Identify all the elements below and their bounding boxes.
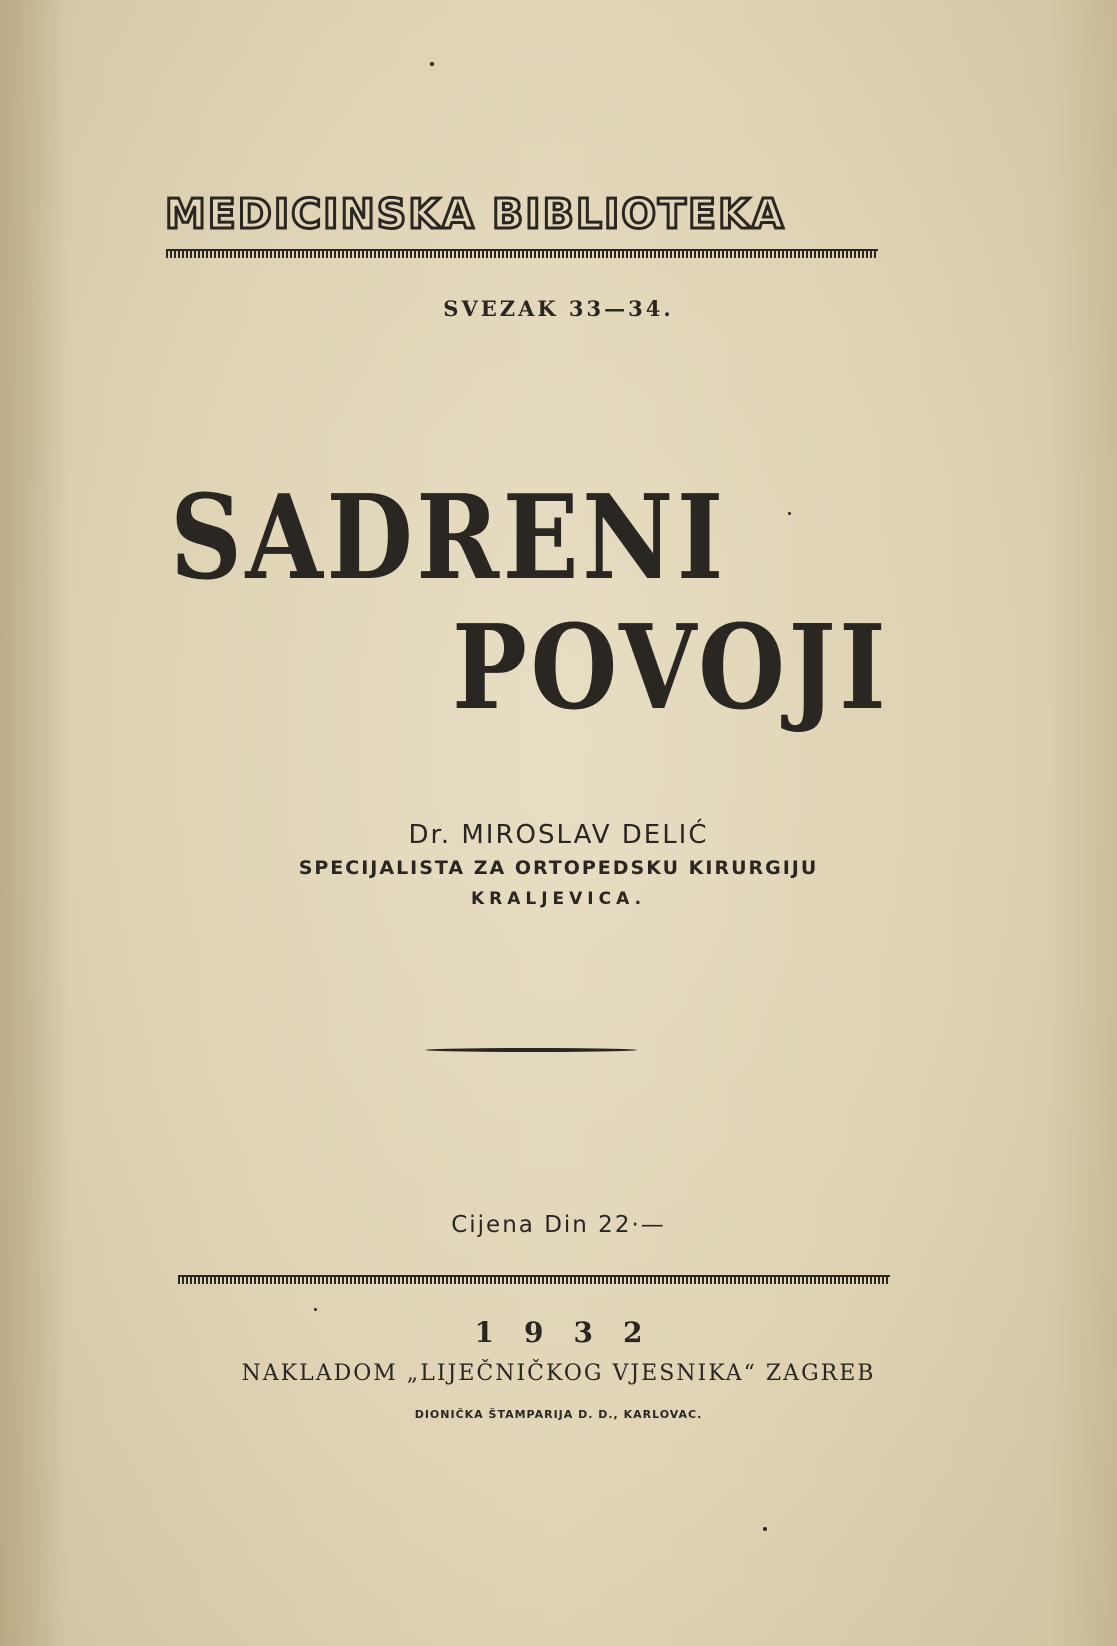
publisher-line: NAKLADOM „LIJEČNIČKOG VJESNIKA“ ZAGREB: [241, 1361, 876, 1386]
printer-line: DIONIČKA ŠTAMPARIJA D. D., KARLOVAC.: [414, 1408, 703, 1421]
book-title-line-2: POVOJI: [452, 600, 890, 736]
center-divider: [425, 1048, 637, 1052]
volume-number: SVEZAK 33—34.: [443, 296, 674, 321]
author-place: KRALJEVICA.: [470, 889, 647, 909]
book-title-line-1: SADRENI: [170, 470, 727, 606]
series-title: MEDICINSKA BIBLIOTEKA: [165, 190, 786, 238]
paper-speck: [314, 1308, 317, 1311]
top-ornamental-rule: [166, 249, 878, 258]
paper-speck: [430, 62, 434, 66]
author-name: Dr. MIROSLAV DELIĆ: [408, 820, 709, 850]
author-title: SPECIJALISTA ZA ORTOPEDSKU KIRURGIJU: [298, 857, 819, 879]
bottom-ornamental-rule: [178, 1275, 890, 1284]
paper-speck: [763, 1527, 767, 1531]
publication-year: 1932: [474, 1316, 673, 1349]
price-label: Cijena Din 22·—: [451, 1212, 666, 1238]
paper-speck: [788, 512, 791, 515]
